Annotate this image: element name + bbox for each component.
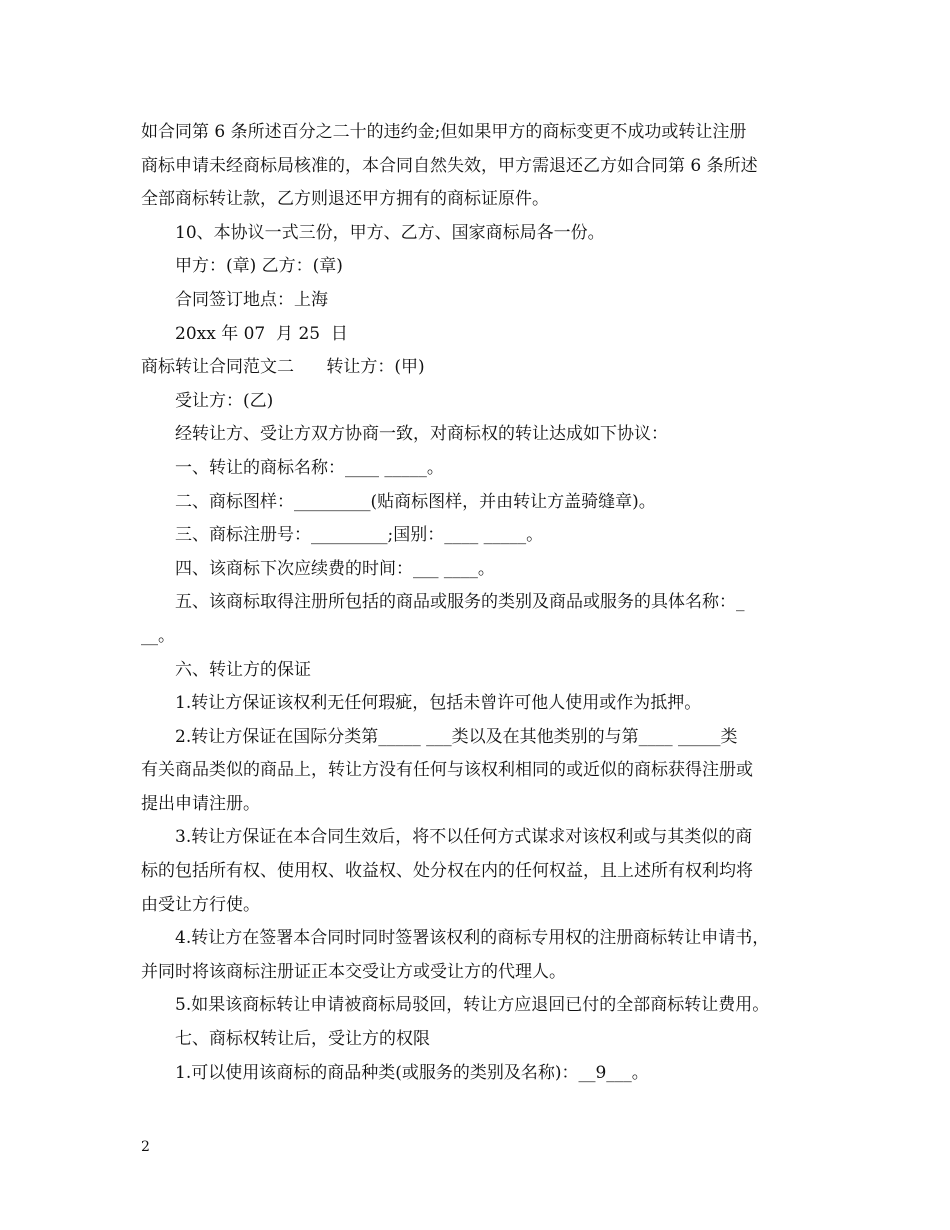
- text-line: 有关商品类似的商品上，转让方没有任何与该权利相同的或近似的商标获得注册或: [141, 760, 753, 781]
- clause-line: 1.转让方保证该权利无任何瑕疵，包括未曾许可他人使用或作为抵押。: [175, 693, 702, 714]
- text-line: 10、本协议一式三份，甲方、乙方、国家商标局各一份。: [175, 222, 605, 243]
- section-heading: 商标转让合同范文二 转让方：(甲): [141, 357, 425, 378]
- text-line: 并同时将该商标注册证正本交受让方或受让方的代理人。: [141, 961, 566, 982]
- text-line: 受让方：(乙): [175, 390, 274, 411]
- text-line: 提出申请注册。: [141, 793, 260, 814]
- page-number: 2: [141, 1139, 150, 1155]
- text-line: __。: [141, 625, 175, 646]
- clause-line: 一、转让的商标名称：____ _____。: [175, 457, 444, 478]
- clause-line: 1.可以使用该商标的商品种类(或服务的类别及名称)：__9___。: [175, 1062, 649, 1083]
- clause-line: 四、该商标下次应续费的时间：___ ____。: [175, 558, 495, 579]
- text-line: 经转让方、受让方双方协商一致，对商标权的转让达成如下协议：: [175, 424, 668, 445]
- signing-date: 20xx 年 07 月 25 日: [175, 323, 348, 344]
- text-line: 商标申请未经商标局核准的，本合同自然失效，甲方需退还乙方如合同第 6 条所述: [141, 155, 758, 176]
- text-line: 如合同第 6 条所述百分之二十的违约金;但如果甲方的商标变更不成功或转让注册: [141, 122, 747, 142]
- signing-place: 合同签订地点：上海: [175, 289, 328, 310]
- clause-line: 5.如果该商标转让申请被商标局驳回，转让方应退回已付的全部商标转让费用。: [175, 995, 770, 1016]
- clause-line: 2.转让方保证在国际分类第_____ ___类以及在其他类别的与第____ _____类: [175, 726, 738, 747]
- clause-line: 4.转让方在签署本合同时同时签署该权利的商标专用权的注册商标转让申请书，: [175, 928, 770, 949]
- clause-line: 三、商标注册号：_________;国别：____ _____。: [175, 525, 544, 546]
- clause-heading: 七、商标权转让后，受让方的权限: [175, 1029, 430, 1050]
- clause-heading: 六、转让方的保证: [175, 659, 311, 680]
- signature-line: 甲方：(章) 乙方：(章): [175, 256, 343, 277]
- clause-line: 3.转让方保证在本合同生效后，将不以任何方式谋求对该权利或与其类似的商: [175, 827, 753, 848]
- clause-line: 五、该商标取得注册所包括的商品或服务的类别及商品或服务的具体名称：_: [175, 592, 745, 613]
- text-line: 由受让方行使。: [141, 894, 260, 915]
- document-body: [141, 116, 813, 1090]
- text-line: 全部商标转让款，乙方则退还甲方拥有的商标证原件。: [141, 189, 549, 210]
- clause-line: 二、商标图样：_________(贴商标图样，并由转让方盖骑缝章)。: [175, 491, 656, 512]
- text-line: 标的包括所有权、使用权、收益权、处分权在内的任何权益，且上述所有权利均将: [141, 861, 753, 882]
